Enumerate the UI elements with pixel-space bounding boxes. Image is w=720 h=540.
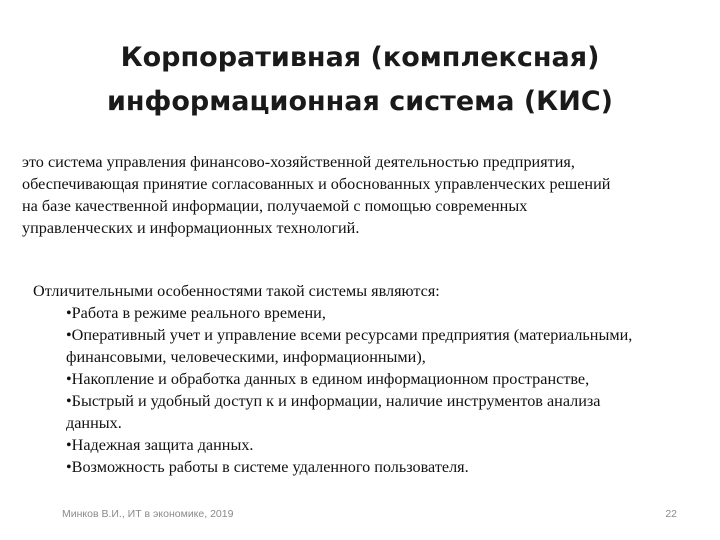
feature-line: •Быстрый и удобный доступ к и информации, наличие инструментов анализа <box>66 392 601 410</box>
feature-line: •Надежная защита данных. <box>66 436 254 454</box>
slide-title <box>40 36 680 124</box>
definition-line: это система управления финансово-хозяйственной деятельностью предприятия, <box>22 153 575 171</box>
title-line: информационная система (КИС) <box>106 86 613 117</box>
feature-line: •Накопление и обработка данных в едином информационном пространстве, <box>66 370 590 388</box>
page-number: 22 <box>665 508 677 520</box>
footer-text: Минков В.И., ИТ в экономике, 2019 <box>62 508 234 520</box>
title-line: Корпоративная (комплексная) <box>120 42 600 73</box>
feature-line: •Возможность работы в системе удаленного пользователя. <box>66 458 469 476</box>
feature-line: •Оперативный учет и управление всеми ресурсами предприятия (материальными, <box>66 326 633 344</box>
features-intro: Отличительными особенностями такой системы являются: <box>33 282 440 300</box>
definition-line: обеспечивающая принятие согласованных и обоснованных управленческих решений <box>22 175 611 193</box>
feature-item <box>66 324 716 368</box>
feature-list <box>66 302 716 478</box>
feature-line: данных. <box>66 414 122 432</box>
feature-item <box>66 302 716 324</box>
definition-line: на базе качественной информации, получаемой с помощью современных <box>22 197 528 215</box>
feature-item <box>66 390 716 434</box>
feature-line: •Работа в режиме реального времени, <box>66 304 326 322</box>
definition-paragraph <box>22 151 720 239</box>
feature-item <box>66 434 716 456</box>
feature-item <box>66 368 716 390</box>
definition-line: управленческих и информационных технологий. <box>22 219 360 237</box>
feature-item <box>66 456 716 478</box>
feature-line: финансовыми, человеческими, информационными), <box>66 348 426 366</box>
